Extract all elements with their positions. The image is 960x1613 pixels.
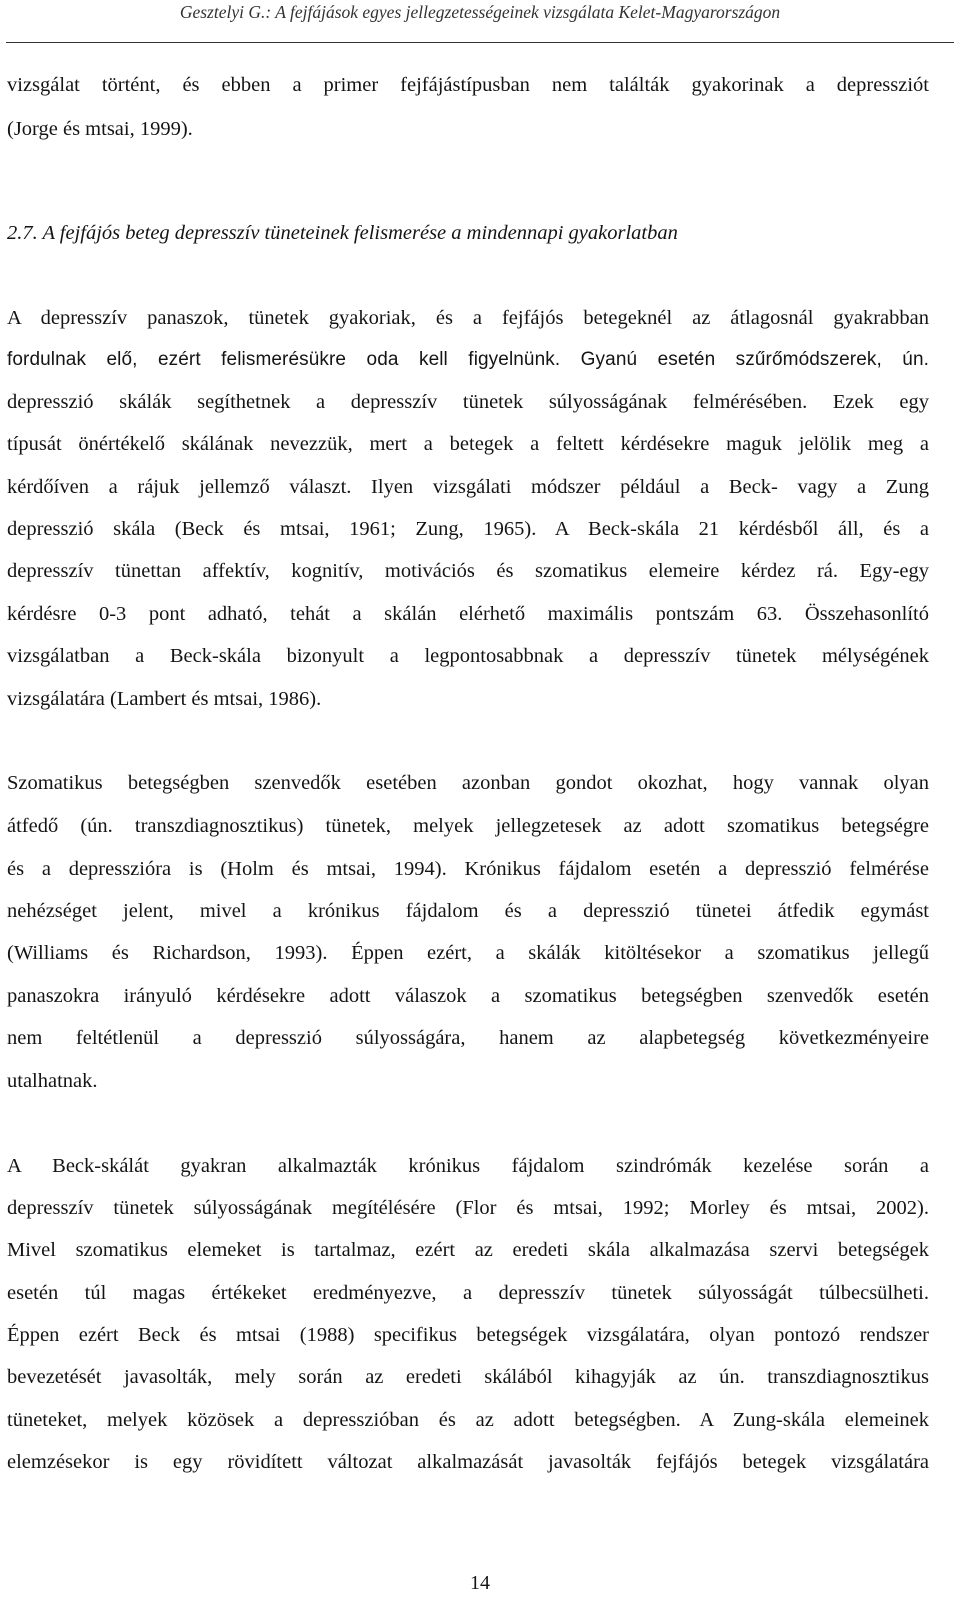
paragraph-line: esetén túl magas értékeket eredményezve, a depresszív tünetek súlyosságát túlbecsülheti.	[7, 1282, 929, 1304]
section-number: 2.7.	[7, 222, 38, 244]
paragraph-line: depresszív tünetek súlyosságának megítélésére (Flor és mtsai, 1992; Morley és mtsai, 2002).	[7, 1197, 929, 1219]
paragraph-line: depresszió skála (Beck és mtsai, 1961; Zung, 1965). A Beck-skála 21 kérdésből áll, és a	[7, 518, 929, 540]
paragraph-line: A Beck-skálát gyakran alkalmazták krónikus fájdalom szindrómák kezelése során a	[7, 1155, 929, 1177]
paragraph-line: (Williams és Richardson, 1993). Éppen ezért, a skálák kitöltésekor a szomatikus jellegű	[7, 942, 929, 964]
running-header: Gesztelyi G.: A fejfájások egyes jellegzetességeinek vizsgálata Kelet-Magyarországon	[179, 2, 781, 22]
paragraph-line: kérdőíven a rájuk jellemző választ. Ilyen vizsgálati módszer például a Beck- vagy a Zung	[7, 476, 929, 498]
paragraph-line: nem feltétlenül a depresszió súlyosságára, hanem az alapbetegség következményeire	[7, 1027, 929, 1049]
section-heading	[7, 222, 678, 245]
intro-line: vizsgálat történt, és ebben a primer fejfájástípusban nem találták gyakorinak a depressziót	[7, 74, 929, 96]
paragraph-line: bevezetését javasolták, mely során az eredeti skálából kihagyják az ún. transzdiagnosztikus	[7, 1366, 929, 1388]
paragraph-line: kérdésre 0-3 pont adható, tehát a skálán elérhető maximális pontszám 63. Összehasonlító	[7, 603, 929, 625]
intro-line: (Jorge és mtsai, 1999).	[7, 118, 193, 140]
paragraph-line: átfedő (ún. transzdiagnosztikus) tünetek, melyek jellegzetesek az adott szomatikus betegségre	[7, 815, 929, 837]
paragraph-line: elemzésekor is egy rövidített változat alkalmazását javasolták fejfájós betegek vizsgálatára	[7, 1451, 929, 1473]
paragraph-line: depresszió skálák segíthetnek a depresszív tünetek súlyosságának felmérésében. Ezek egy	[7, 391, 929, 413]
paragraph-line	[7, 346, 929, 373]
paragraph-line: és a depresszióra is (Holm és mtsai, 1994). Krónikus fájdalom esetén a depresszió felmérése	[7, 858, 929, 880]
paragraph-line: vizsgálatára (Lambert és mtsai, 1986).	[7, 688, 322, 710]
paragraph-line: depresszív tünettan affektív, kognitív, motivációs és szomatikus elemeire kérdez rá. Egy-egy	[7, 560, 929, 582]
paragraph-line: A depresszív panaszok, tünetek gyakoriak, és a fejfájós betegeknél az átlagosnál gyakrabban	[7, 307, 929, 329]
paragraph-line: Szomatikus betegségben szenvedők esetében azonban gondot okozhat, hogy vannak olyan	[7, 772, 929, 794]
paragraph-line: Mivel szomatikus elemeket is tartalmaz, ezért az eredeti skála alkalmazása szervi betegségek	[7, 1239, 929, 1261]
paragraph-line: panaszokra irányuló kérdésekre adott válaszok a szomatikus betegségben szenvedők esetén	[7, 985, 929, 1007]
paragraph-line: típusát önértékelő skálának nevezzük, mert a betegek a feltett kérdésekre maguk jelölik meg a	[7, 433, 929, 455]
header-rule	[6, 42, 954, 43]
paragraph-line-text: fordulnak elő, ezért felismerésükre oda kell figyelnünk. Gyanú esetén szűrőmódszerek, ún.	[7, 349, 929, 370]
paragraph-line: tüneteket, melyek közösek a depresszióban és az adott betegségben. A Zung-skála elemeinek	[7, 1409, 929, 1431]
paragraph-line: vizsgálatban a Beck-skála bizonyult a legpontosabbnak a depresszív tünetek mélységének	[7, 645, 929, 667]
paragraph-line: utalhatnak.	[7, 1070, 98, 1092]
section-title: A fejfájós beteg depresszív tüneteinek felismerése a mindennapi gyakorlatban	[42, 222, 678, 244]
page-number: 14	[470, 1572, 490, 1594]
paragraph-line: nehézséget jelent, mivel a krónikus fájdalom és a depresszió tünetei átfedik egymást	[7, 900, 929, 922]
paragraph-line: Éppen ezért Beck és mtsai (1988) specifikus betegségek vizsgálatára, olyan pontozó rendszer	[7, 1324, 929, 1346]
